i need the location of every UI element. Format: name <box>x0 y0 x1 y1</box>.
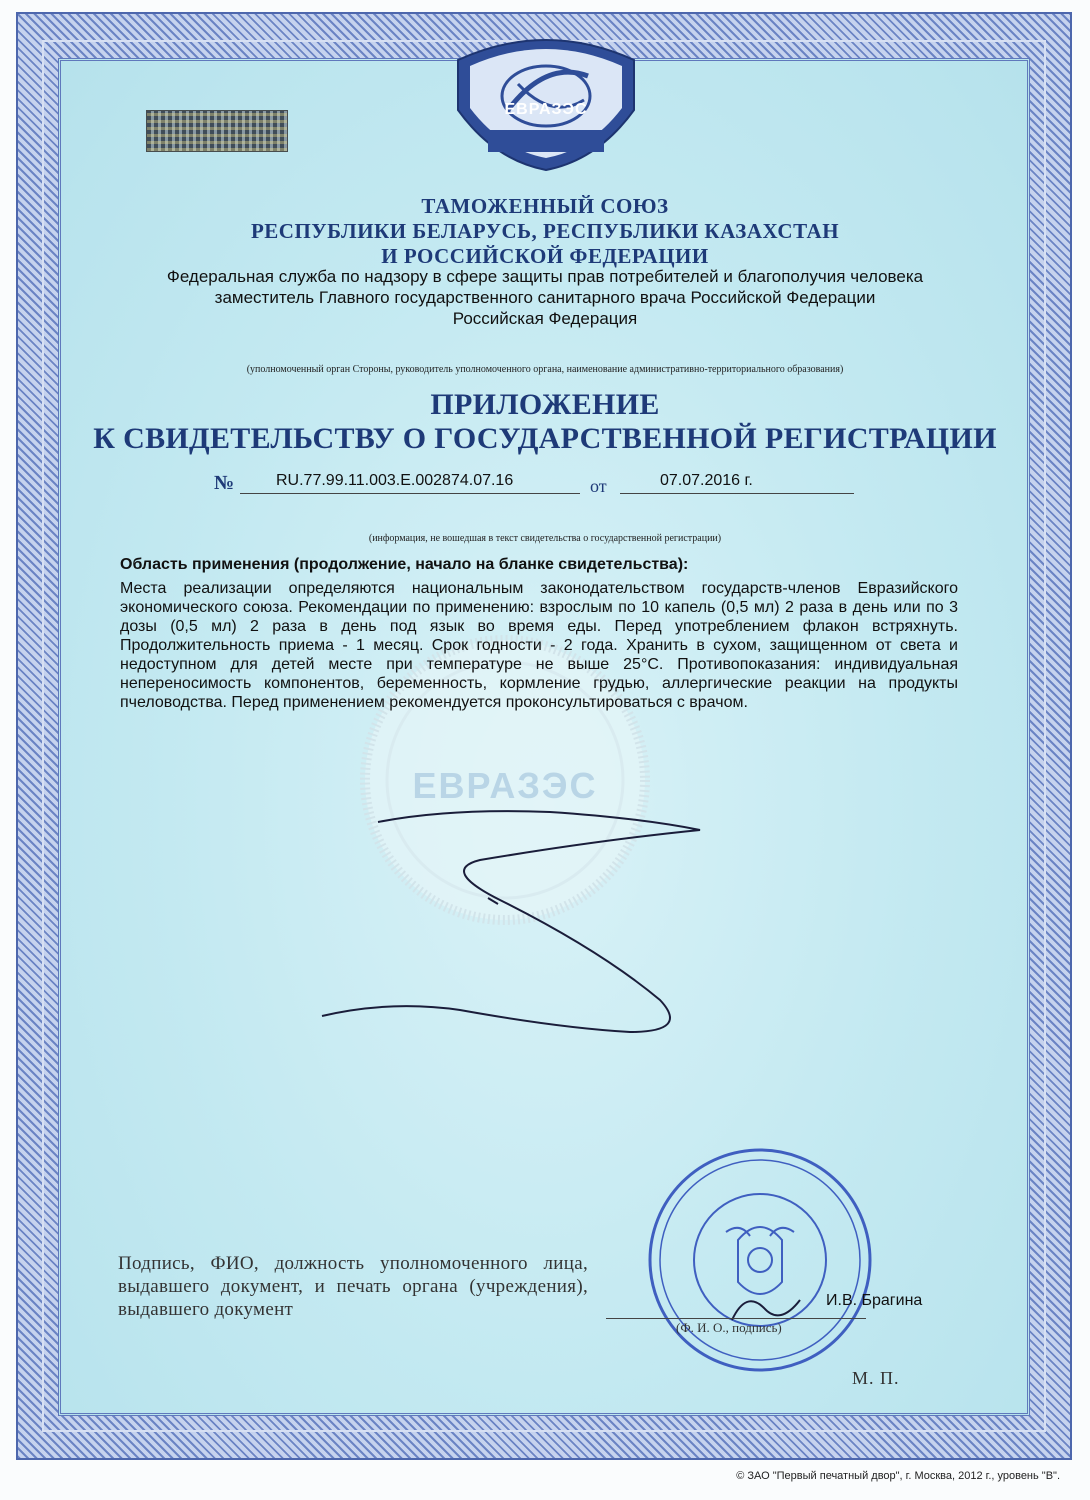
registration-date: 07.07.2016 г. <box>660 472 753 489</box>
handwritten-signature <box>300 800 720 1060</box>
registration-number: RU.77.99.11.003.E.002874.07.16 <box>276 472 514 489</box>
scope-heading: Область применения (продолжение, начало на бланке свидетельства): <box>120 556 689 573</box>
date-label: от <box>590 476 607 496</box>
signature-caption: Подпись, ФИО, должность уполномоченного лица, выдавшего документ, и печать органа (учреждения), выдавшего документ <box>118 1253 588 1320</box>
authority-hint: (уполномоченный орган Стороны, руководитель уполномоченного органа, наименование административно-территориального образования) <box>246 364 844 375</box>
signer-name: И.В. Брагина <box>826 1292 923 1309</box>
official-seal-icon <box>640 1140 880 1380</box>
date-underline <box>620 493 854 494</box>
number-label: № <box>214 472 235 494</box>
document-subtitle: К СВИДЕТЕЛЬСТВУ О ГОСУДАРСТВЕННОЙ РЕГИСТРАЦИИ <box>93 422 997 455</box>
emblem-text: ЕВРАЗЭС <box>504 101 588 118</box>
seal-mark: М. П. <box>852 1368 900 1388</box>
union-line-3: И РОССИЙСКОЙ ФЕДЕРАЦИИ <box>381 244 709 268</box>
authority-line-2: заместитель Главного государственного санитарного врача Российской Федерации <box>214 288 876 307</box>
union-heading <box>80 194 1010 269</box>
registration-hint: (информация, не вошедшая в текст свидетельства о государственной регистрации) <box>368 533 722 544</box>
union-line-1: ТАМОЖЕННЫЙ СОЮЗ <box>421 194 669 218</box>
authority-line-3: Российская Федерация <box>452 309 638 328</box>
registration-row <box>214 472 854 498</box>
fio-hint: (Ф. И. О., подпись) <box>676 1320 782 1335</box>
number-underline <box>240 493 580 494</box>
signature-line <box>606 1318 866 1319</box>
document-title: ПРИЛОЖЕНИЕ <box>430 388 660 421</box>
scope-text: Места реализации определяются национальным законодательством государств-членов Евразийского экономического союза. Рекомендации по применению: взрослым по 10 капель (0,5 мл) 2 раза в день или по 3 дозы (0,5 мл) 2 раза в день под язык во время еды. Перед употреблением флакон встряхнуть. Продолжительность приема - 1 месяц. Срок годности - 2 года. Хранить в сухом, защищенном от света и недоступном для детей месте при температуре не выше 25°C. Противопоказания: индивидуальная непереносимость компонентов, беременность, кормление грудью, аллергические реакции на продукты пчеловодства. Перед применением рекомендуется проконсультироваться с врачом. <box>120 580 958 711</box>
authority-line-1: Федеральная служба по надзору в сфере защиты прав потребителей и благополучия человека <box>166 267 924 286</box>
printer-footer: © ЗАО "Первый печатный двор", г. Москва, 2012 г., уровень "В". <box>736 1470 1060 1482</box>
watermark-text: ЕВРАЗЭС <box>412 765 598 806</box>
union-line-2: РЕСПУБЛИКИ БЕЛАРУСЬ, РЕСПУБЛИКИ КАЗАХСТАН <box>250 219 840 243</box>
hologram-sticker <box>146 110 288 152</box>
